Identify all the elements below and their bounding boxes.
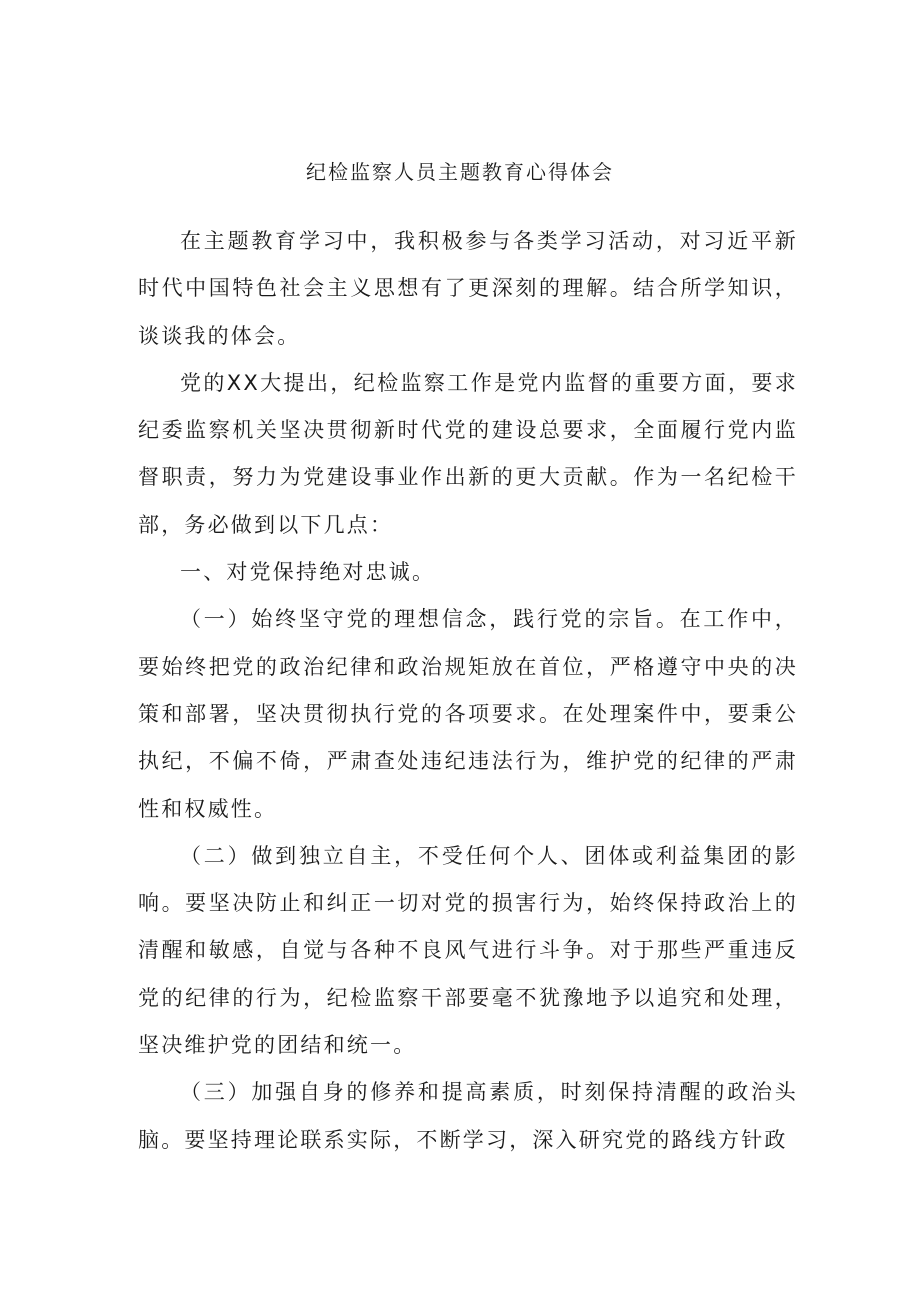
paragraph-point-3: （三）加强自身的修养和提高素质，时刻保持清醒的政治头脑。要坚持理论联系实际，不断学习，深入研究党的路线方针政	[138, 1080, 798, 1152]
paragraph-congress: 党的XX大提出，纪检监察工作是党内监督的重要方面，要求纪委监察机关坚决贯彻新时代党的建设总要求，全面履行党内监督职责，努力为党建设事业作出新的更大贡献。作为一名纪检干部，务必做到以下几点：	[138, 370, 798, 537]
document-title: 纪检监察人员主题教育心得体会	[306, 160, 614, 184]
paragraph-intro: 在主题教育学习中，我积极参与各类学习活动，对习近平新时代中国特色社会主义思想有了更深刻的理解。结合所学知识，谈谈我的体会。	[138, 229, 798, 348]
document-body	[138, 218, 798, 1164]
paragraph-point-1: （一）始终坚守党的理想信念，践行党的宗旨。在工作中，要始终把党的政治纪律和政治规矩放在首位，严格遵守中央的决策和部署，坚决贯彻执行党的各项要求。在处理案件中，要秉公执纪，不偏不倚，严肃查处违纪违法行为，维护党的纪律的严肃性和权威性。	[138, 607, 798, 821]
paragraph-point-2: （二）做到独立自主，不受任何个人、团体或利益集团的影响。要坚决防止和纠正一切对党的损害行为，始终保持政治上的清醒和敏感，自觉与各种不良风气进行斗争。对于那些严重违反党的纪律的行为，纪检监察干部要毫不犹豫地予以追究和处理，坚决维护党的团结和统一。	[138, 843, 798, 1058]
section-heading-loyalty: 一、对党保持绝对忠诚。	[180, 560, 436, 585]
